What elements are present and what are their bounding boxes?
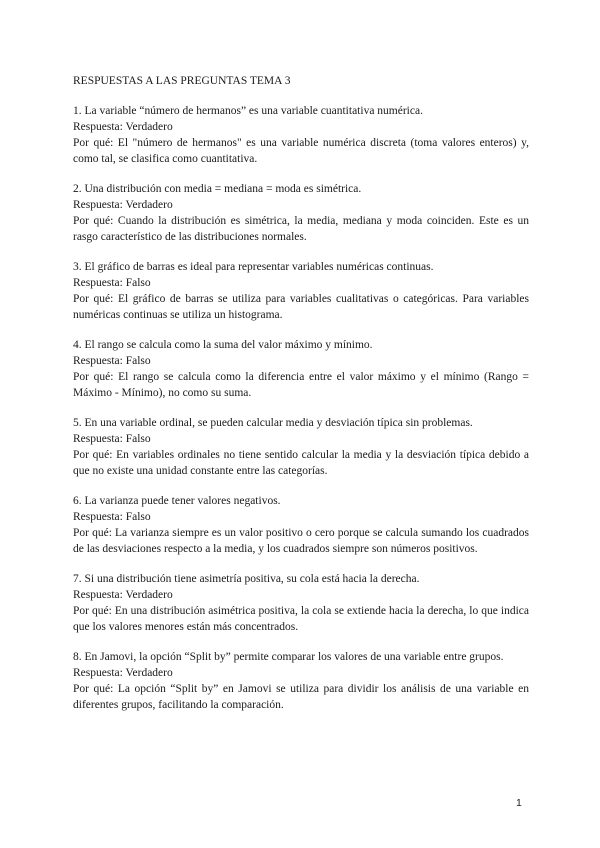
question-5: 5. En una variable ordinal, se pueden calcular media y desviación típica sin problemas. — [73, 417, 473, 429]
qa-item-7 — [73, 571, 529, 635]
question-6: 6. La varianza puede tener valores negativos. — [73, 495, 281, 507]
explanation-8: Por qué: La opción “Split by” en Jamovi se utiliza para dividir los análisis de una variable en diferentes grupos, facilitando la comparación. — [73, 683, 529, 711]
answer-7: Respuesta: Verdadero — [73, 589, 173, 601]
answer-1: Respuesta: Verdadero — [73, 121, 173, 133]
document-body — [73, 73, 529, 727]
qa-item-3 — [73, 259, 529, 323]
qa-item-4 — [73, 337, 529, 401]
answer-6: Respuesta: Falso — [73, 511, 151, 523]
explanation-5: Por qué: En variables ordinales no tiene sentido calcular la media y la desviación típica debido a que no existe una unidad constante entre las categorías. — [73, 449, 529, 477]
question-4: 4. El rango se calcula como la suma del valor máximo y mínimo. — [73, 339, 373, 351]
document-title: RESPUESTAS A LAS PREGUNTAS TEMA 3 — [73, 75, 291, 87]
question-2: 2. Una distribución con media = mediana = moda es simétrica. — [73, 183, 362, 195]
explanation-7: Por qué: En una distribución asimétrica positiva, la cola se extiende hacia la derecha, lo que indica que los valores menores están más concentrados. — [73, 605, 529, 633]
question-7: 7. Si una distribución tiene asimetría positiva, su cola está hacia la derecha. — [73, 573, 420, 585]
answer-3: Respuesta: Falso — [73, 277, 151, 289]
explanation-1: Por qué: El "número de hermanos" es una variable numérica discreta (toma valores enteros) y, como tal, se clasifica como cuantitativa. — [73, 137, 529, 165]
explanation-2: Por qué: Cuando la distribución es simétrica, la media, mediana y moda coinciden. Este es un rasgo característico de las distribuciones normales. — [73, 215, 529, 243]
page-number: 1 — [516, 797, 522, 809]
explanation-6: Por qué: La varianza siempre es un valor positivo o cero porque se calcula sumando los cuadrados de las desviaciones respecto a la media, y los cuadrados siempre son números positivos. — [73, 527, 529, 555]
qa-item-5 — [73, 415, 529, 479]
question-1: 1. La variable “número de hermanos” es una variable cuantitativa numérica. — [73, 105, 423, 117]
explanation-3: Por qué: El gráfico de barras se utiliza para variables cualitativas o categóricas. Para variables numéricas continuas se utiliza un histograma. — [73, 293, 529, 321]
answer-5: Respuesta: Falso — [73, 433, 151, 445]
explanation-4: Por qué: El rango se calcula como la diferencia entre el valor máximo y el mínimo (Rango = Máximo - Mínimo), no como su suma. — [73, 371, 529, 399]
question-3: 3. El gráfico de barras es ideal para representar variables numéricas continuas. — [73, 261, 434, 273]
answer-4: Respuesta: Falso — [73, 355, 151, 367]
qa-item-2 — [73, 181, 529, 245]
answer-2: Respuesta: Verdadero — [73, 199, 173, 211]
qa-item-6 — [73, 493, 529, 557]
answer-8: Respuesta: Verdadero — [73, 667, 173, 679]
qa-item-1 — [73, 103, 529, 167]
qa-item-8 — [73, 649, 529, 713]
question-8: 8. En Jamovi, la opción “Split by” permite comparar los valores de una variable entre grupos. — [73, 651, 504, 663]
